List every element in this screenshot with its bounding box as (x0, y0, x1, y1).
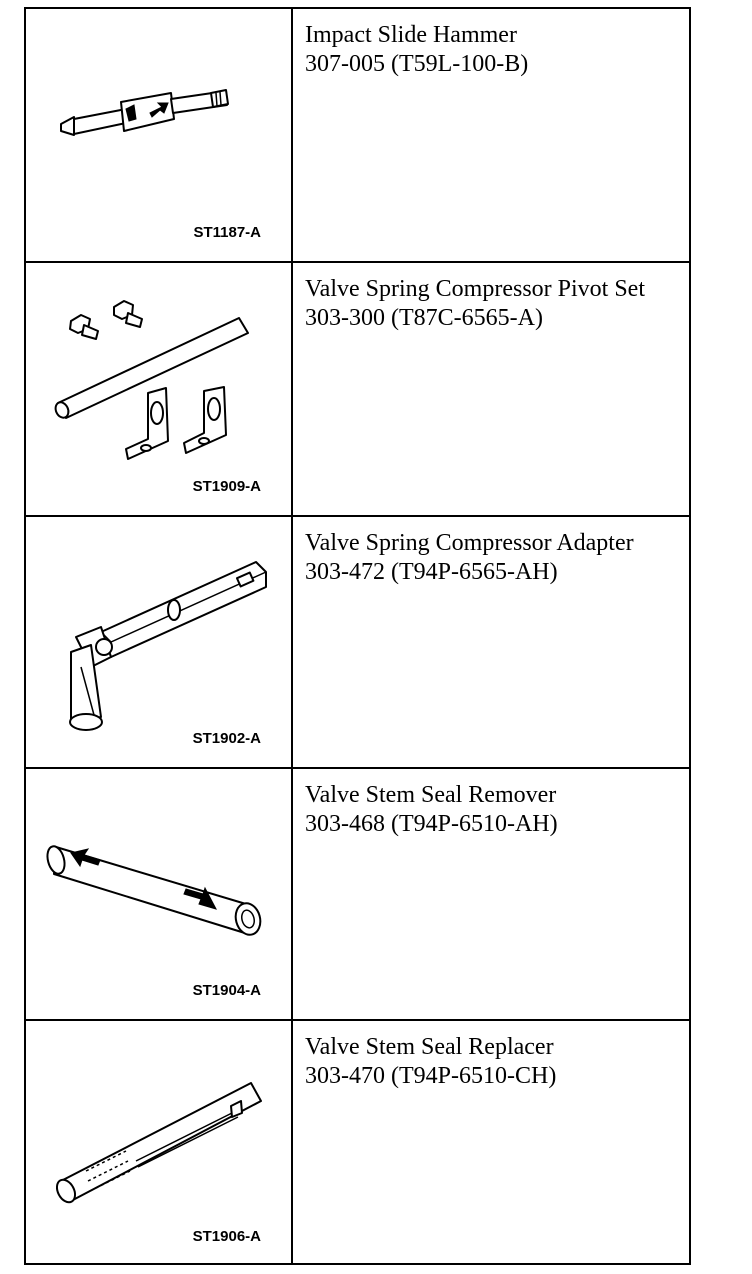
illustration-code: ST1904-A (192, 982, 261, 999)
tool-row (26, 515, 689, 767)
tool-row (26, 1019, 689, 1265)
tool-name: Impact Slide Hammer (305, 22, 517, 48)
tool-name: Valve Spring Compressor Pivot Set (305, 276, 645, 302)
illustration-code: ST1906-A (192, 1228, 261, 1245)
tool-part-number: 307-005 (T59L-100-B) (305, 51, 529, 77)
tool-name: Valve Stem Seal Remover (305, 782, 557, 808)
tool-part-number: 303-472 (T94P-6565-AH) (305, 559, 558, 585)
tool-illustration-cell (26, 1021, 293, 1265)
tool-part-number: 303-470 (T94P-6510-CH) (305, 1063, 557, 1089)
slide-hammer-icon (26, 9, 291, 259)
tool-description (293, 1021, 689, 1265)
special-tools-table (24, 7, 691, 1265)
tool-description (293, 517, 689, 767)
tool-description (293, 9, 689, 261)
illustration-code: ST1902-A (192, 730, 261, 747)
tool-illustration-cell (26, 9, 293, 261)
tool-illustration-cell (26, 263, 293, 515)
illustration-code: ST1187-A (193, 224, 261, 241)
tool-illustration-cell (26, 769, 293, 1019)
tool-row (26, 767, 689, 1019)
tool-row (26, 9, 689, 261)
tool-description (293, 263, 689, 515)
tool-illustration-cell (26, 517, 293, 767)
tool-description (293, 769, 689, 1019)
tool-row (26, 261, 689, 515)
tool-name: Valve Stem Seal Replacer (305, 1034, 554, 1060)
tool-name: Valve Spring Compressor Adapter (305, 530, 634, 556)
illustration-code: ST1909-A (192, 478, 261, 495)
tool-part-number: 303-468 (T94P-6510-AH) (305, 811, 558, 837)
tool-part-number: 303-300 (T87C-6565-A) (305, 305, 543, 331)
